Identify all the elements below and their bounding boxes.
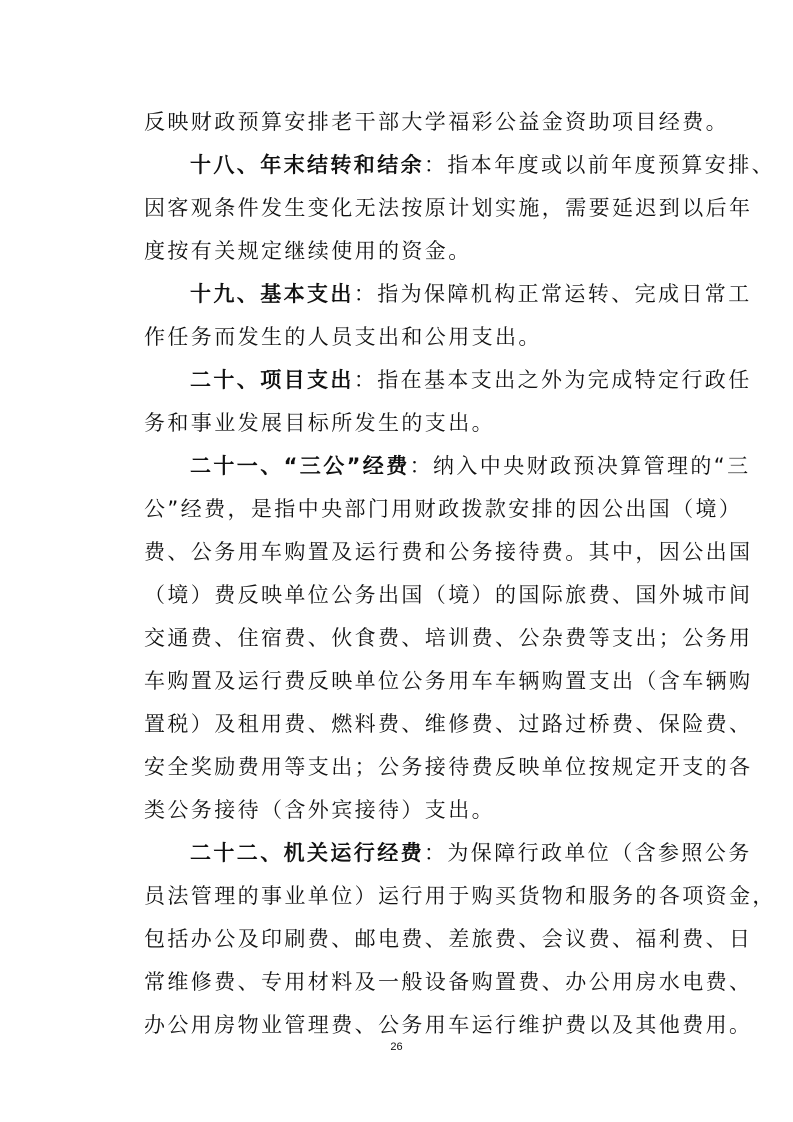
line-text: ：指在基本支出之外为完成特定行政任 xyxy=(353,368,752,392)
body-line xyxy=(144,580,793,610)
section-22-heading-line xyxy=(190,838,793,868)
section-term: 十九、基本支出 xyxy=(190,282,354,306)
body-line xyxy=(144,967,793,997)
line-text: 办公用房物业管理费、公务用车运行维护费以及其他费用。 xyxy=(144,1013,753,1037)
body-line xyxy=(144,752,793,782)
line-text: 度按有关规定继续使用的资金。 xyxy=(144,239,472,263)
line-text: 反映财政预算安排老干部大学福彩公益金资助项目经费。 xyxy=(144,110,729,134)
line-text: ：指本年度或以前年度预算安排、 xyxy=(424,153,775,177)
line-text: 安全奖励费用等支出；公务接待费反映单位按规定开支的各 xyxy=(144,755,753,779)
section-19-heading-line xyxy=(190,279,793,309)
line-text: 车购置及运行费反映单位公务用车车辆购置支出（含车辆购 xyxy=(144,669,753,693)
body-line xyxy=(144,107,793,137)
line-text: 常维修费、专用材料及一般设备购置费、办公用房水电费、 xyxy=(144,970,753,994)
body-line xyxy=(144,537,793,567)
line-text: 因客观条件发生变化无法按原计划实施，需要延迟到以后年 xyxy=(144,196,753,220)
line-text: ：指为保障机构正常运转、完成日常工 xyxy=(353,282,752,306)
body-line xyxy=(144,623,793,653)
section-term: 十八、年末结转和结余 xyxy=(190,153,424,177)
line-text: ：纳入中央财政预决算管理的“三 xyxy=(409,454,751,478)
section-18-heading-line xyxy=(190,150,793,180)
body-line xyxy=(144,193,793,223)
line-text: 费、公务用车购置及运行费和公务接待费。其中，因公出国 xyxy=(144,540,753,564)
line-text: 作任务而发生的人员支出和公用支出。 xyxy=(144,325,542,349)
line-text: ：为保障行政单位（含参照公务 xyxy=(424,841,752,865)
section-20-heading-line xyxy=(190,365,793,395)
body-line xyxy=(144,494,793,524)
line-text: 公”经费，是指中央部门用财政拨款安排的因公出国（境） xyxy=(144,497,743,521)
line-text: 类公务接待（含外宾接待）支出。 xyxy=(144,798,495,822)
body-line xyxy=(144,236,793,266)
line-text: （境）费反映单位公务出国（境）的国际旅费、国外城市间 xyxy=(144,583,753,607)
body-line xyxy=(144,1010,793,1040)
line-text: 交通费、住宿费、伙食费、培训费、公杂费等支出；公务用 xyxy=(144,626,753,650)
line-text: 员法管理的事业单位）运行用于购买货物和服务的各项资金， xyxy=(144,884,776,908)
line-text: 包括办公及印刷费、邮电费、差旅费、会议费、福利费、日 xyxy=(144,927,753,951)
body-line xyxy=(144,322,793,352)
line-text: 置税）及租用费、燃料费、维修费、过路过桥费、保险费、 xyxy=(144,712,753,736)
section-term: 二十、项目支出 xyxy=(190,368,354,392)
body-line xyxy=(144,924,793,954)
section-21-heading-line xyxy=(190,451,793,481)
body-line xyxy=(144,709,793,739)
section-term: 二十二、机关运行经费 xyxy=(190,841,424,865)
section-term: 二十一、“三公”经费 xyxy=(190,454,410,478)
body-line xyxy=(144,881,793,911)
page-number: 26 xyxy=(390,1041,403,1053)
body-line xyxy=(144,795,793,825)
body-line xyxy=(144,666,793,696)
line-text: 务和事业发展目标所发生的支出。 xyxy=(144,411,495,435)
body-line xyxy=(144,408,793,438)
